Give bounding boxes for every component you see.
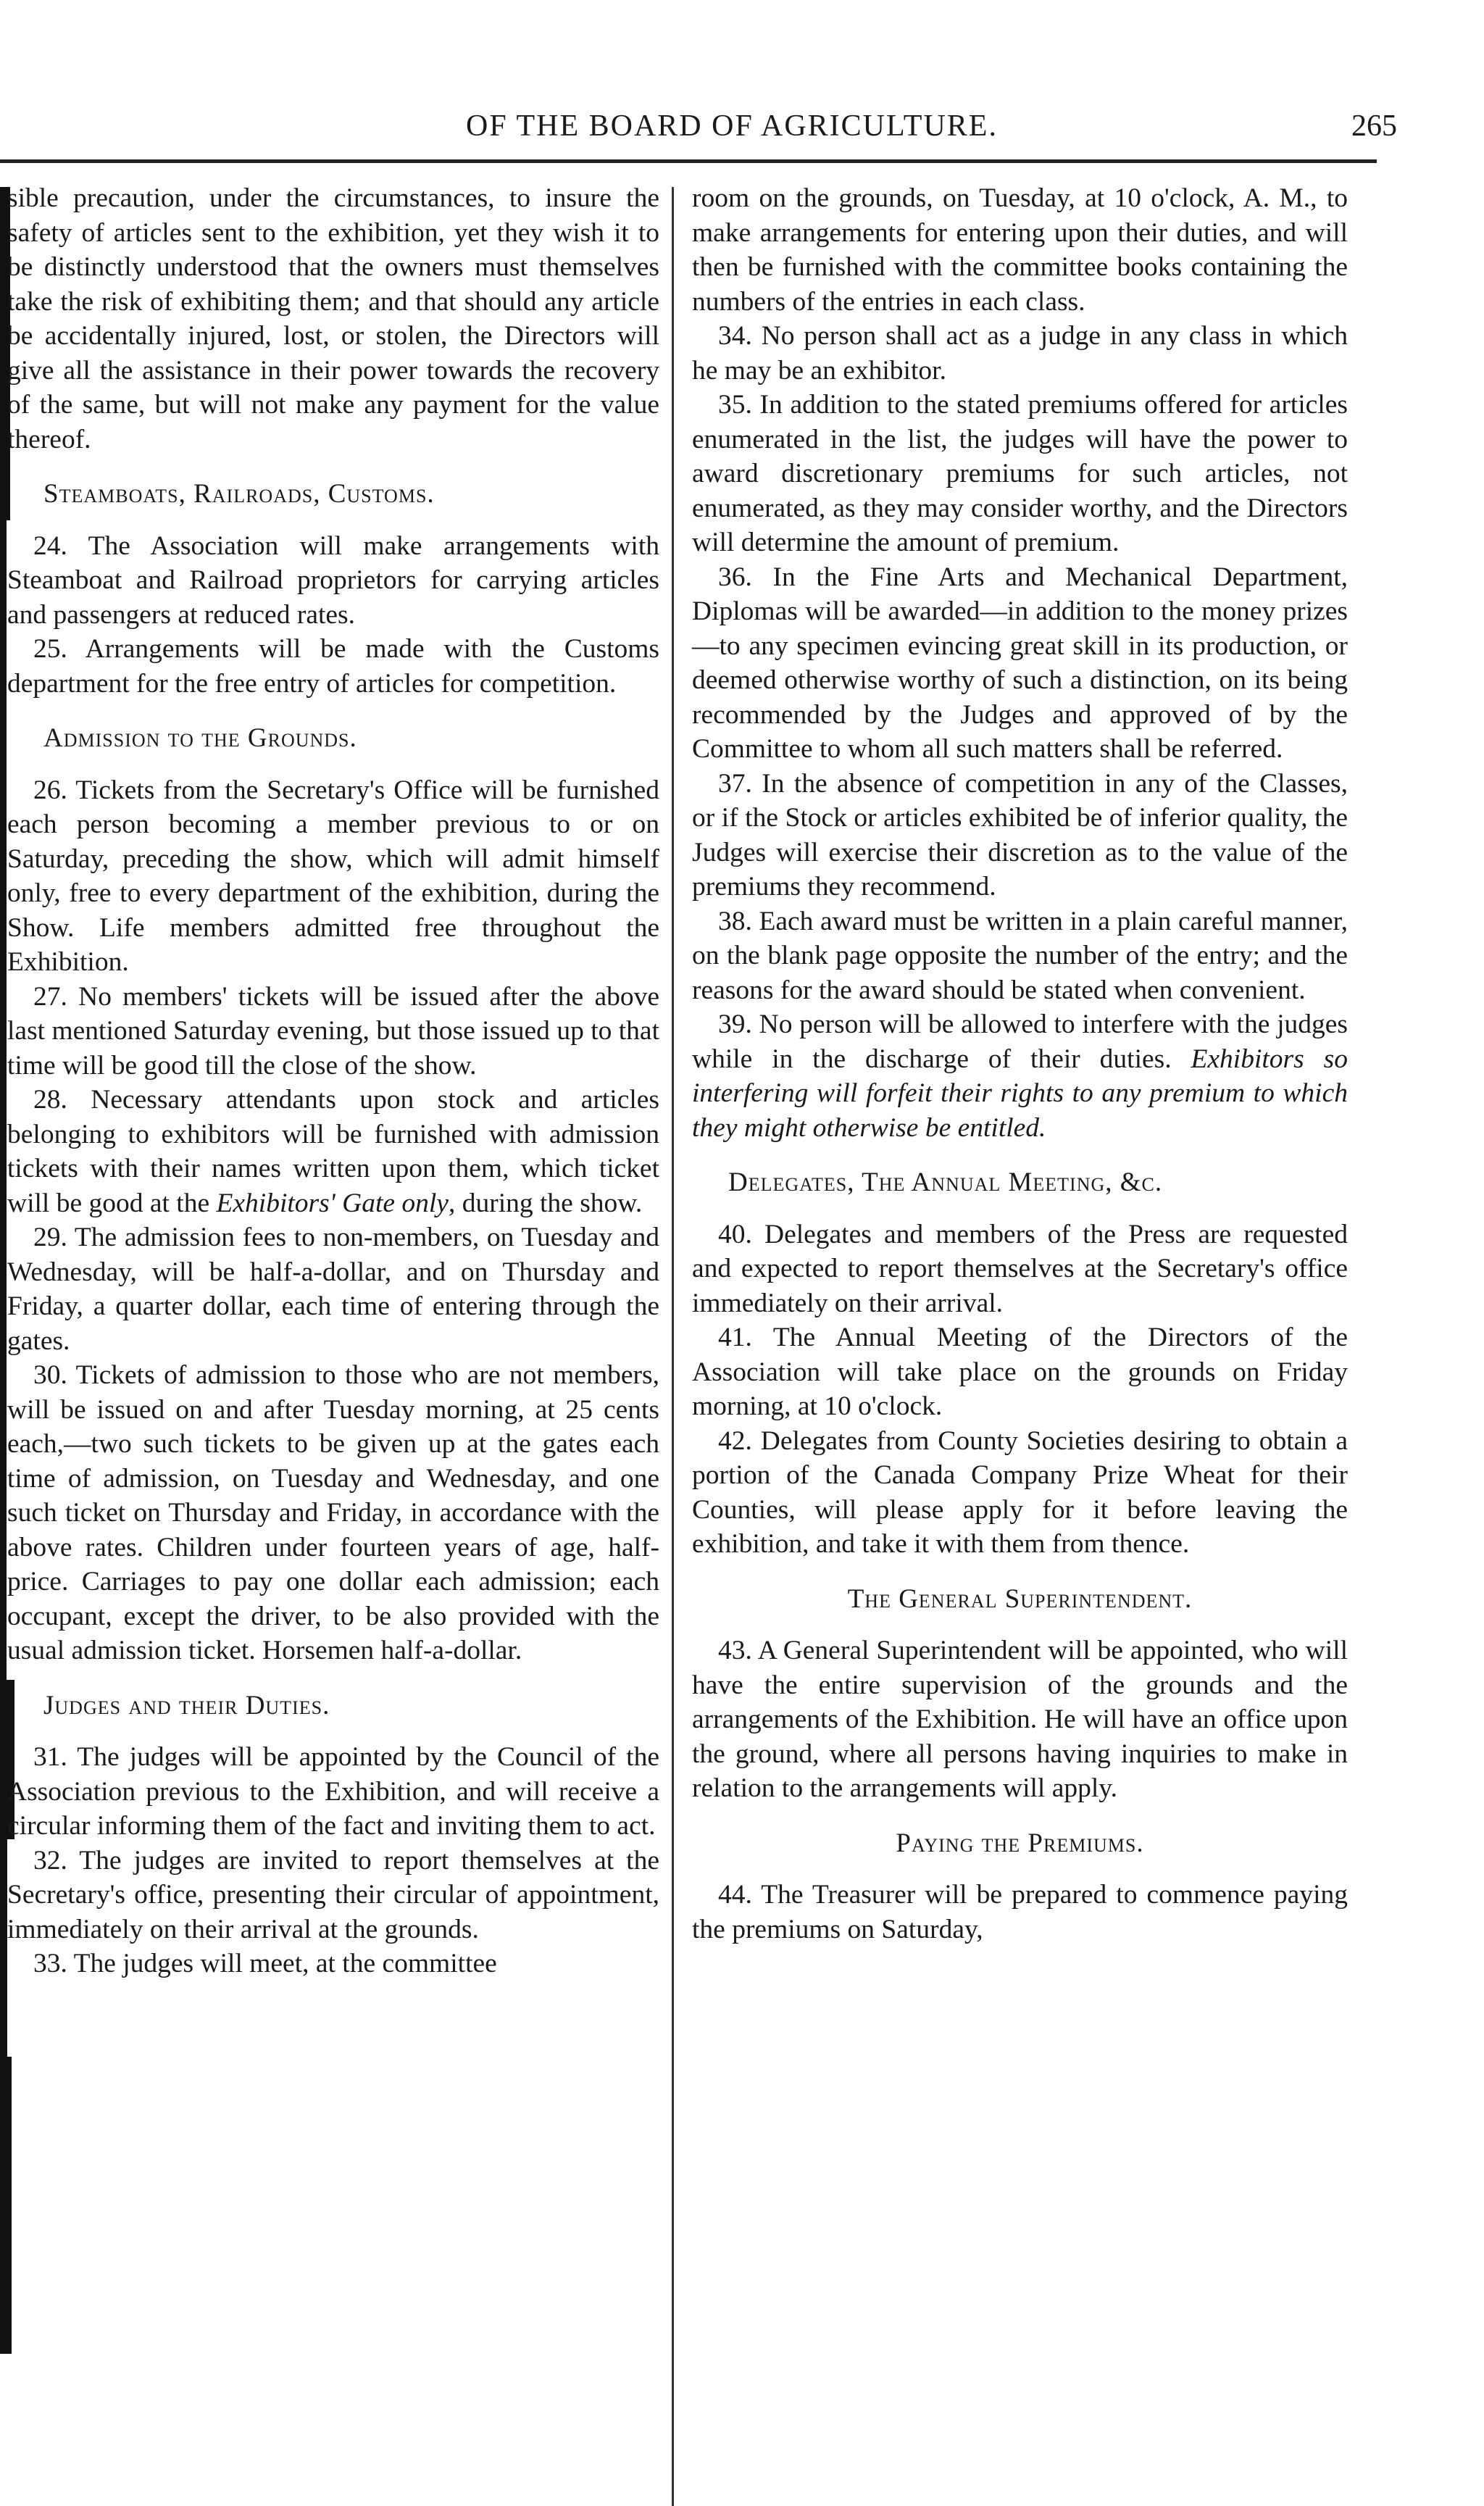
paragraph-37: 37. In the absence of competition in any of the Classes, or if the Stock or articles exhibited be of inferior quality, the Judges will exercise their discretion as to the value of the premiums they recommend. — [692, 768, 1348, 902]
paragraph-29: 29. The admission fees to non-members, on Tuesday and Wednesday, will be half-a-dollar, and on Thursday and Friday, a quarter dollar, each time of entering through the gates. — [7, 1223, 659, 1356]
paragraph-39 — [692, 1007, 1348, 1145]
paragraph-43: 43. A General Superintendent will be appointed, who will have the entire supervision of the grounds and the arrangements of the Exhibition. He will have an office upon the ground, where all persons having inquiries to make in relation to the arrangements will apply. — [692, 1636, 1348, 1803]
section-heading-paying: Paying the Premiums. — [896, 1828, 1144, 1858]
paragraph-41: 41. The Annual Meeting of the Directors of the Association will take place on the grounds on Friday morning, at 10 o'clock. — [692, 1323, 1348, 1421]
column-divider — [672, 187, 674, 2506]
paragraph-25: 25. Arrangements will be made with the Customs department for the free entry of articles for competition. — [7, 634, 659, 699]
section-heading-steamboats: Steamboats, Railroads, Customs. — [43, 479, 435, 509]
paragraph-34: 34. No person shall act as a judge in any class in which he may be an exhibitor. — [692, 321, 1348, 386]
paragraph-28 — [7, 1083, 659, 1220]
binding-edge-shadow — [0, 520, 7, 1680]
paragraph-39-emphasis: Exhibitors so interfering will forfeit their rights to any premium to which they might otherwise be entitled. — [692, 1044, 1348, 1143]
paragraph-33-continued: room on the grounds, on Tuesday, at 10 o'clock, A. M., to make arrangements for entering upon their duties, and will then be furnished with the committee books containing the numbers of the entries in each class. — [692, 183, 1348, 317]
paragraph-26: 26. Tickets from the Secretary's Office will be furnished each person becoming a member previous to or on Saturday, preceding the show, which will admit himself only, free to every department of the exhibition, during the Show. Life members admitted free throughout the Exhibition. — [7, 775, 659, 977]
paragraph-40: 40. Delegates and members of the Press are requested and expected to report themselves at the Secretary's office immediately on their arrival. — [692, 1219, 1348, 1318]
page-number: 265 — [1351, 109, 1397, 143]
paragraph-30: 30. Tickets of admission to those who are not members, will be issued on and after Tuesday morning, at 25 cents each,—two such tickets to be given up at the gates each time of admission, on Tuesday and Wednesday, and one such ticket on Thursday and Friday, in accordance with the above rates. Children under fourteen years of age, half-price. Carriages to pay one dollar each admission; each occupant, except the driver, to be also provided with the usual admission ticket. Horsemen half-a-dollar. — [7, 1360, 659, 1665]
left-column — [7, 181, 659, 1981]
paragraph-32: 32. The judges are invited to report themselves at the Secretary's office, presenting their circular of appointment, immediately on their arrival at the grounds. — [7, 1845, 659, 1944]
paragraph-44: 44. The Treasurer will be prepared to commence paying the premiums on Saturday, — [692, 1880, 1348, 1944]
section-heading-judges: Judges and their Duties. — [43, 1690, 330, 1720]
paragraph-precaution: sible precaution, under the circumstances, to insure the safety of articles sent to the exhibition, yet they wish it to be distinctly understood that the owners must themselves take the risk of exhibiting them; and that should any article be accidentally injured, lost, or stolen, the Directors will give all the assistance in their power towards the recovery of the same, but will not make any payment for the value thereof. — [7, 183, 659, 454]
section-heading-superintendent: The General Superintendent. — [847, 1583, 1193, 1614]
paragraph-28-emphasis: Exhibitors' Gate only — [216, 1188, 449, 1218]
paragraph-38: 38. Each award must be written in a plain careful manner, on the blank page opposite the number of the entry; and the reasons for the award should be stated when convenient. — [692, 906, 1348, 1005]
running-title: OF THE BOARD OF AGRICULTURE. — [466, 109, 998, 143]
paragraph-42: 42. Delegates from County Societies desiring to obtain a portion of the Canada Company Prize Wheat for their Counties, will please apply for it before leaving the exhibition, and take it with them from thence. — [692, 1425, 1348, 1559]
paragraph-36: 36. In the Fine Arts and Mechanical Department, Diplomas will be awarded—in addition to the money prizes—to any specimen evincing great skill in its production, or deemed otherwise worthy of such a distinction, on its being recommended by the Judges and approved of by the Committee to whom all such matters shall be referred. — [692, 562, 1348, 764]
paragraph-33: 33. The judges will meet, at the committee — [33, 1949, 497, 1978]
paragraph-27: 27. No members' tickets will be issued after the above last mentioned Saturday evening, but those issued up to that time will be good till the close of the show. — [7, 981, 659, 1081]
paragraph-28-text: 28. Necessary attendants upon stock and articles belonging to exhibitors will be furnished with admission tickets with their names written upon them, which ticket will be good at the — [7, 1085, 659, 1218]
header-rule — [0, 159, 1377, 163]
section-heading-admission: Admission to the Grounds. — [43, 723, 357, 753]
paragraph-35: 35. In addition to the stated premiums offered for articles enumerated in the list, the judges will have the power to award discretionary premiums for such articles, not enumerated, as they may consider worthy, and the Directors will determine the amount of premium. — [692, 390, 1348, 557]
running-header — [0, 109, 1484, 152]
binding-edge-shadow — [0, 1839, 7, 2057]
binding-edge-shadow — [0, 2057, 12, 2354]
paragraph-24: 24. The Association will make arrangements with Steamboat and Railroad proprietors for carrying articles and passengers at reduced rates. — [7, 530, 659, 630]
paragraph-31: 31. The judges will be appointed by the Council of the Association previous to the Exhibition, and will receive a circular informing them of the fact and inviting them to act. — [7, 1742, 659, 1841]
paragraph-28-tail: , during the show. — [448, 1188, 643, 1218]
right-column — [692, 181, 1348, 1947]
section-heading-delegates: Delegates, The Annual Meeting, &c. — [728, 1167, 1163, 1197]
paragraph-39-text: 39. No person will be allowed to interfere with the judges while in the discharge of their duties. — [692, 1010, 1348, 1074]
